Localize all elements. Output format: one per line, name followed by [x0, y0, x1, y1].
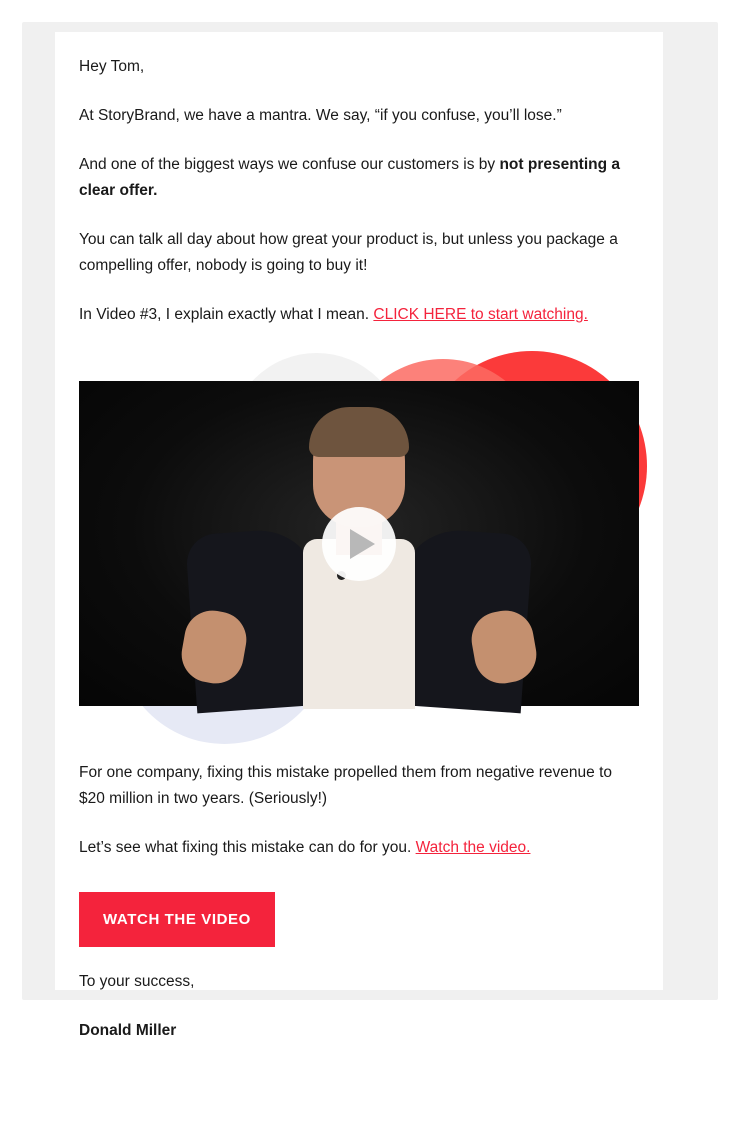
watch-the-video-button[interactable]: WATCH THE VIDEO — [79, 892, 275, 947]
email-paragraph-6 — [79, 835, 639, 861]
email-paragraph-2-prefix: And one of the biggest ways we confuse our customers is by — [79, 156, 500, 173]
email-paragraph-3: You can talk all day about how great your product is, but unless you package a compelling offer, nobody is going to buy it! — [79, 231, 618, 274]
email-paragraph-5: For one company, fixing this mistake propelled them from negative revenue to $20 million in two years. (Seriously!) — [79, 764, 613, 807]
email-greeting: Hey Tom, — [79, 58, 145, 75]
email-signature: Donald Miller — [79, 1022, 177, 1039]
email-sign-off: To your success, — [79, 973, 195, 990]
click-here-link[interactable]: CLICK HERE to start watching. — [373, 306, 588, 323]
email-body — [55, 32, 663, 1044]
play-icon[interactable] — [322, 507, 396, 581]
watch-the-video-link[interactable]: Watch the video. — [415, 839, 531, 856]
video-block — [79, 351, 639, 746]
email-paragraph-2 — [79, 152, 639, 204]
email-paragraph-6-prefix: Let’s see what fixing this mistake can do for you. — [79, 839, 416, 856]
email-paragraph-1: At StoryBrand, we have a mantra. We say, “if you confuse, you’ll lose.” — [79, 107, 562, 124]
email-paragraph-4 — [79, 302, 639, 328]
video-thumbnail[interactable] — [79, 381, 639, 706]
email-paragraph-4-prefix: In Video #3, I explain exactly what I mean. — [79, 306, 374, 323]
email-paragraph-2-bold: not presenting a clear offer. — [79, 156, 621, 199]
play-triangle-glyph — [350, 529, 375, 559]
email-card — [55, 32, 663, 1039]
